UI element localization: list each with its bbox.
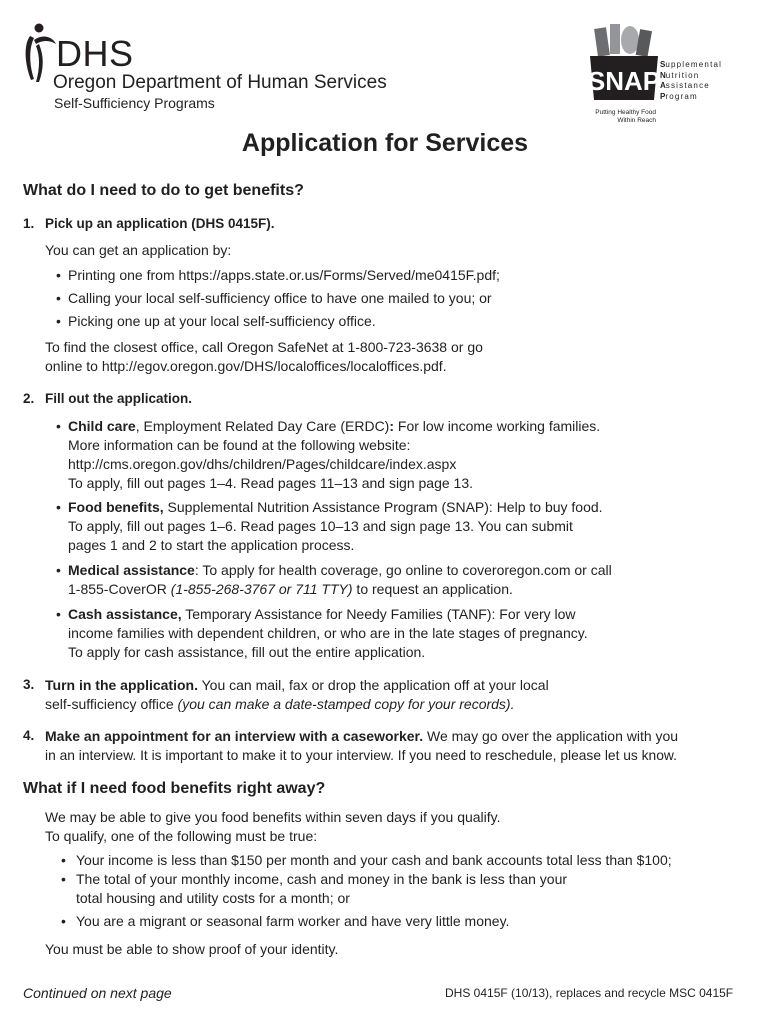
step-number-1: 1. bbox=[23, 216, 35, 231]
list-item: • Printing one from https://apps.state.or.us/Forms/Served/me0415F.pdf; bbox=[56, 266, 500, 285]
step-1-bullets bbox=[56, 266, 500, 331]
department-name: Oregon Department of Human Services bbox=[53, 72, 387, 93]
continued-note: Continued on next page bbox=[23, 985, 172, 1001]
food-now-bullets bbox=[48, 851, 763, 931]
step-1-title: Pick up an application (DHS 0415F). bbox=[45, 216, 275, 231]
step-number-2: 2. bbox=[23, 391, 35, 406]
page-title: Application for Services bbox=[241, 129, 529, 157]
snap-full-name: Supplemental Nutrition Assistance Program bbox=[660, 60, 723, 101]
list-item: • Calling your local self-sufficiency office to have one mailed to you; or bbox=[56, 289, 500, 308]
program-name: Self-Sufficiency Programs bbox=[54, 95, 215, 111]
section-heading-food-now: What if I need food benefits right away? bbox=[23, 780, 326, 797]
closest-office-text: To find the closest office, call Oregon SafeNet at 1-800-723-3638 or go online to http://egov.oregon.gov/DHS/localoffices/localoffices.pdf. bbox=[45, 339, 483, 374]
section-heading-benefits: What do I need to do to get benefits? bbox=[23, 182, 304, 199]
step-number-3: 3. bbox=[23, 677, 35, 692]
list-item: • Picking one up at your local self-sufficiency office. bbox=[56, 312, 500, 331]
dhs-logo bbox=[22, 22, 387, 117]
snap-logo-text: SNAP bbox=[587, 66, 661, 96]
food-benefits-item: • Food benefits, Supplemental Nutrition Assistance Program (SNAP): Help to buy food. To apply, fill out pages 1–6. Read pages 10–13 and sign page 13. You can submit pages 1 and 2 to start the application process. bbox=[56, 498, 756, 555]
list-item: • The total of your monthly income, cash and money in the bank is less than your total housing and utility costs for a month; or bbox=[48, 870, 763, 908]
step-number-4: 4. bbox=[23, 728, 35, 743]
list-item: • You are a migrant or seasonal farm worker and have very little money. bbox=[48, 912, 763, 931]
step-3-text: Turn in the application. You can mail, fax or drop the application off at your local self-sufficiency office (you can make a date-stamped copy for your records). bbox=[45, 677, 549, 712]
medical-assistance-item: • Medical assistance: To apply for health coverage, go online to coveroregon.com or call 1-855-CoverOR (1-855-268-3767 or 711 TTY) to request an application. bbox=[56, 561, 756, 599]
step-1-intro: You can get an application by: bbox=[45, 242, 232, 258]
step-4-text: Make an appointment for an interview with a caseworker. We may go over the application with you in an interview. It is important to make it to your interview. If you need to reschedule, please let us know. bbox=[45, 728, 679, 763]
child-care-item: • Child care, Employment Related Day Care (ERDC): For low income working families. More information can be found at the following website: http://cms.oregon.gov/dhs/children/Pages/childcare/index.aspx To apply, fill out pages 1–4. Read pages 11–13 and sign page 13. bbox=[56, 417, 756, 493]
proof-identity-text: You must be able to show proof of your identity. bbox=[45, 941, 339, 957]
step-2-title: Fill out the application. bbox=[45, 391, 192, 406]
form-id: DHS 0415F (10/13), replaces and recycle MSC 0415F bbox=[445, 986, 734, 1000]
list-item: • Your income is less than $150 per month and your cash and bank accounts total less than $100; bbox=[48, 851, 763, 870]
dhs-logo-text: DHS bbox=[56, 33, 134, 74]
food-now-intro: We may be able to give you food benefits within seven days if you qualify. To qualify, one of the following must be true: bbox=[45, 809, 501, 844]
snap-logo bbox=[586, 22, 756, 132]
cash-assistance-item: • Cash assistance, Temporary Assistance for Needy Families (TANF): For very low income families with dependent children, or who are in the late stages of pregnancy. To apply for cash assistance, fill out the entire application. bbox=[56, 605, 756, 662]
snap-tagline: Putting Healthy Food Within Reach bbox=[595, 109, 656, 124]
snap-groceries-icon bbox=[586, 22, 662, 112]
